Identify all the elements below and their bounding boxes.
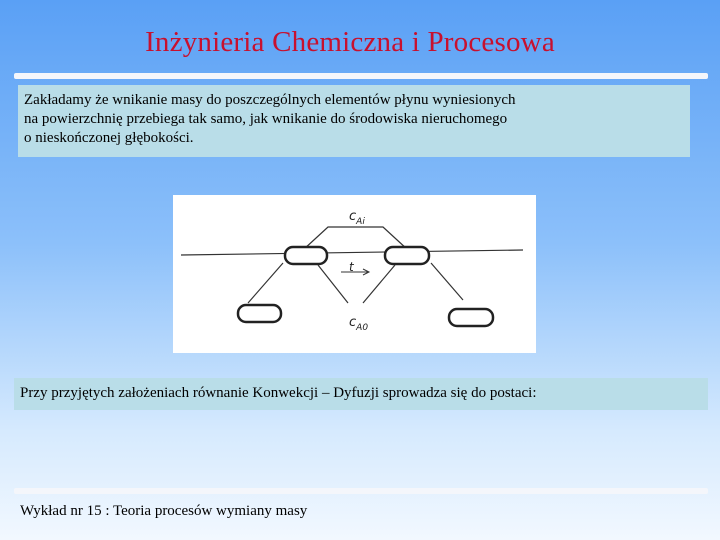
footer-lecture-label: Wykład nr 15 : Teoria procesów wymiany masy: [20, 503, 308, 519]
fluid-element-lower-left: [238, 305, 281, 322]
intro-line: Zakładamy że wnikanie masy do poszczególnych elementów płynu wyniesionych: [24, 92, 516, 108]
path-line: [318, 265, 348, 303]
label-c-ai: $c_{Ai}$: [349, 209, 365, 227]
equation-intro-text: Przy przyjętych założeniach równanie Konwekcji – Dyfuzji sprowadza się do postaci:: [20, 385, 537, 401]
label-c-a0: $c_{A0}$: [349, 315, 369, 333]
surface-line: [181, 250, 523, 255]
intro-text-box: [18, 85, 690, 157]
fluid-element-upper-left: [285, 247, 327, 264]
fluid-element-upper-right: [385, 247, 429, 264]
equation-intro-box: [14, 378, 708, 410]
intro-line: na powierzchnię przebiega tak samo, jak wnikanie do środowiska nieruchomego: [24, 111, 508, 127]
diagram-svg: [173, 195, 536, 353]
slide-title: Inżynieria Chemiczna i Procesowa: [145, 26, 555, 58]
path-line: [248, 263, 283, 303]
label-t: t: [349, 260, 354, 274]
path-line: [431, 263, 463, 300]
bottom-divider: [14, 488, 708, 494]
fluid-element-lower-right: [449, 309, 493, 326]
top-divider: [14, 73, 708, 79]
intro-line: o nieskończonej głębokości.: [24, 130, 194, 146]
path-line: [363, 265, 395, 303]
fluid-element-diagram: [173, 195, 536, 353]
